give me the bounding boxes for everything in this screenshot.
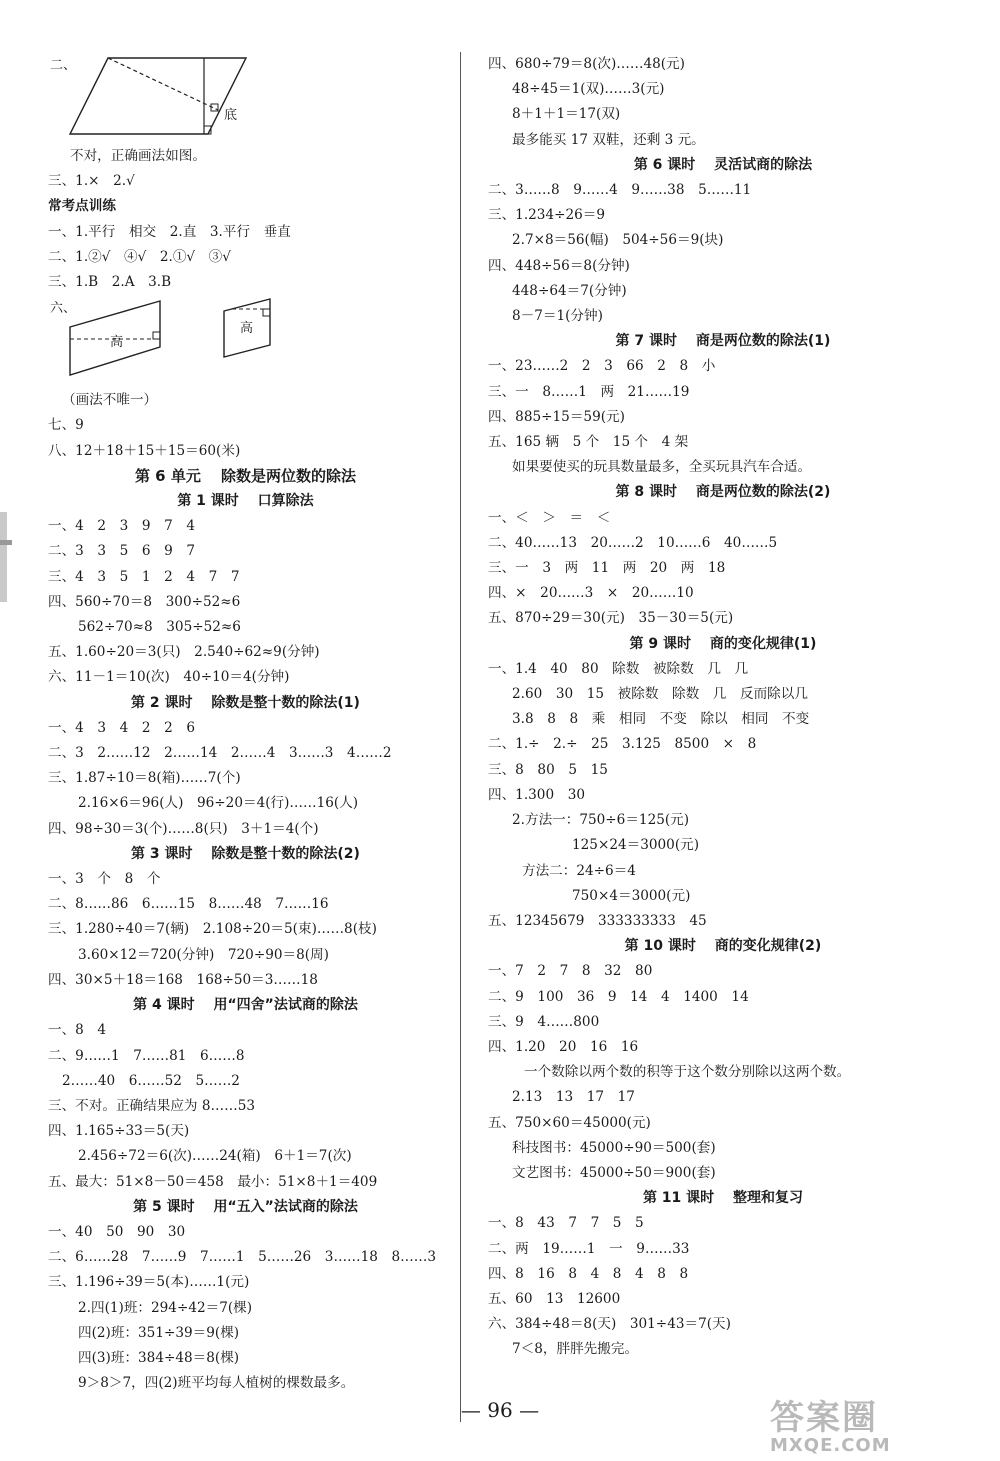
answer-line: 二、3 3 5 6 9 7 [48, 543, 196, 560]
answer-line: 3.8 8 8 乘 相同 不变 除以 相同 不变 [512, 711, 810, 728]
binding-edge-tick [0, 540, 12, 545]
answer-line: 2.四(1)班：294÷42＝7(棵) [78, 1299, 253, 1316]
answer-line: 125×24＝3000(元) [572, 837, 700, 854]
lesson-heading: 第 3 课时 除数是整十数的除法(2) [131, 845, 360, 862]
answer-line: 一、1.4 40 80 除数 被除数 几 几 [488, 660, 749, 677]
answer-line: 562÷70≈8 305÷52≈6 [78, 619, 241, 636]
answer-line: 二、1.÷ 2.÷ 25 3.125 8500 × 8 [488, 736, 757, 753]
answer-line: 七、9 [48, 417, 84, 434]
answer-line: 三、4 3 5 1 2 4 7 7 [48, 568, 240, 585]
answer-line: 二、3 2……12 2……14 2……4 3……3 4……2 [48, 745, 392, 762]
answer-line: 三、不对。正确结果应为 8……53 [48, 1097, 255, 1114]
answer-line: 8＋1＋1＝17(双) [512, 106, 621, 123]
answer-line: 三、一 3 两 11 两 20 两 18 [488, 560, 726, 577]
answer-line: 一、4 3 4 2 2 6 [48, 719, 196, 736]
answer-line: 四、560÷70＝8 300÷52≈6 [48, 593, 241, 610]
lesson-heading: 第 1 课时 口算除法 [177, 493, 314, 510]
answer-line: 五、1.60÷20＝3(只) 2.540÷62≈9(分钟) [48, 644, 320, 661]
answer-line: 二、40……13 20……2 10……6 40……5 [488, 534, 778, 551]
answer-line: 3.60×12＝720(分钟) 720÷90＝8(周) [78, 946, 329, 963]
answer-line: 一个数除以两个数的积等于这个数分别除以这两个数。 [524, 1064, 851, 1081]
answer-line: 一、8 43 7 7 5 5 [488, 1215, 644, 1232]
watermark-logo [770, 1400, 985, 1458]
answer-line: 48÷45＝1(双)……3(元) [512, 81, 665, 98]
answer-line: 科技图书：45000÷90＝500(套) [512, 1139, 716, 1156]
answer-line: 一、1.平行 相交 2.直 3.平行 垂直 [48, 223, 291, 240]
answer-line: 五、750×60＝45000(元) [488, 1114, 651, 1131]
answer-line: 三、1.196÷39＝5(本)……1(元) [48, 1274, 250, 1291]
answer-line: 四、1.20 20 16 16 [488, 1038, 639, 1055]
answer-line: 8－7＝1(分钟) [512, 308, 603, 325]
figure-heights [48, 295, 443, 388]
answer-line: 三、8 80 5 15 [488, 761, 608, 778]
lesson-heading: 第 4 课时 用“四舍”法试商的除法 [133, 997, 358, 1014]
answer-line: 四、448÷56＝8(分钟) [488, 257, 630, 274]
answer-line: 六、 [50, 301, 77, 317]
answer-line: 一、23……2 2 3 66 2 8 小 [488, 358, 716, 375]
answer-line: 三、1.234÷26＝9 [488, 207, 606, 224]
watermark-url: MXQE.COM [770, 1435, 891, 1456]
answer-line: 二、6……28 7……9 7……1 5……26 3……18 8……3 [48, 1249, 437, 1266]
lesson-heading: 第 11 课时 整理和复习 [642, 1190, 804, 1207]
answer-line: 二、8……86 6……15 8……48 7……16 [48, 896, 329, 913]
parallelogram-height-diagrams [48, 295, 288, 388]
page-number: — 96 — [460, 1398, 540, 1422]
answer-line: 一、8 4 [48, 1022, 107, 1039]
base-label: 底 [224, 108, 238, 123]
lesson-heading: 第 9 课时 商的变化规律(1) [629, 635, 817, 652]
height-label: 高 [240, 321, 254, 337]
lesson-heading: 第 2 课时 除数是整十数的除法(1) [131, 694, 360, 711]
answer-line: 二、9……1 7……81 6……8 [48, 1047, 245, 1064]
answer-line: 八、12＋18＋15＋15＝60(米) [48, 442, 241, 459]
answer-line: 2……40 6……52 5……2 [62, 1072, 240, 1089]
answer-line: 2.60 30 15 被除数 除数 几 反而除以几 [512, 686, 808, 703]
answer-line: 不对，正确画法如图。 [70, 148, 206, 164]
answer-line: 三、1.B 2.A 3.B [48, 274, 172, 291]
lesson-heading: 第 7 课时 商是两位数的除法(1) [615, 333, 831, 350]
answer-line: 2.456÷72＝6(次)……24(箱) 6＋1＝7(次) [78, 1148, 352, 1165]
lesson-heading: 第 5 课时 用“五入”法试商的除法 [133, 1198, 358, 1215]
answer-line: 一、7 2 7 8 32 80 [488, 963, 653, 980]
answer-line: 如果要使买的玩具数量最多，全买玩具汽车合适。 [512, 459, 812, 476]
answer-line: 448÷64＝7(分钟) [512, 282, 627, 299]
note-line: （画法不唯一） [62, 392, 158, 409]
answer-line: 三、9 4……800 [488, 1013, 600, 1030]
answer-line: 五、165 辆 5 个 15 个 4 架 [488, 434, 689, 451]
answer-line: 二、1.②√ ④√ 2.①√ ③√ [48, 248, 231, 265]
answer-line: 方法二：24÷6＝4 [522, 862, 636, 879]
answer-line: 一、＜ ＞ ＝ ＜ [488, 509, 611, 526]
parallelogram-diagram [48, 52, 258, 144]
answer-line: 7＜8，胖胖先搬完。 [512, 1341, 639, 1358]
answer-line: 三、1.87÷10＝8(箱)……7(个) [48, 770, 241, 787]
watermark-title: 答案圈 [770, 1398, 878, 1438]
left-column [48, 52, 443, 1396]
answer-line: 2.方法一：750÷6＝125(元) [512, 812, 690, 829]
answer-line: 750×4＝3000(元) [572, 887, 691, 904]
answer-line: 9＞8＞7，四(2)班平均每人植树的棵数最多。 [78, 1375, 355, 1392]
unit-title: 第 6 单元 除数是两位数的除法 [134, 466, 357, 485]
answer-line: 四、98÷30＝3(个)……8(只) 3＋1＝4(个) [48, 820, 319, 837]
answer-line: 四、× 20……3 × 20……10 [488, 585, 694, 602]
answer-line: 六、11－1＝10(次) 40÷10＝4(分钟) [48, 669, 290, 686]
lesson-heading: 第 6 课时 灵活试商的除法 [633, 156, 813, 173]
answer-line: 五、12345679 333333333 45 [488, 912, 707, 929]
column-divider [460, 52, 461, 1422]
answer-line: 最多能买 17 双鞋，还剩 3 元。 [512, 131, 705, 148]
answer-line: 四、885÷15＝59(元) [488, 408, 625, 425]
figure-parallelogram-base [48, 52, 443, 144]
section-label: 常考点训练 [48, 198, 116, 215]
answer-line: 2.7×8＝56(幅) 504÷56＝9(块) [512, 232, 724, 249]
right-column [488, 52, 958, 1363]
answer-line: 五、870÷29＝30(元) 35－30＝5(元) [488, 610, 734, 627]
answer-line: 五、最大：51×8－50＝458 最小：51×8＋1＝409 [48, 1173, 378, 1190]
answer-line: 一、4 2 3 9 7 4 [48, 518, 196, 535]
answer-line: 四、8 16 8 4 8 4 8 8 [488, 1265, 689, 1282]
answer-line: 二、3……8 9……4 9……38 5……11 [488, 182, 752, 199]
height-label: 高 [110, 335, 124, 351]
answer-line: 一、40 50 90 30 [48, 1223, 186, 1240]
answer-line: 2.16×6＝96(人) 96÷20＝4(行)……16(人) [78, 795, 359, 812]
answer-line: 四(3)班：384÷48＝8(棵) [78, 1349, 240, 1366]
answer-line: 六、384÷48＝8(天) 301÷43＝7(天) [488, 1316, 731, 1333]
binding-edge-mark [0, 512, 7, 602]
answer-line: 四(2)班：351÷39＝9(棵) [78, 1324, 240, 1341]
answer-line: 四、680÷79＝8(次)……48(元) [488, 56, 685, 72]
answer-line: 一、3 个 8 个 [48, 871, 161, 888]
answer-line: 三、1.280÷40＝7(辆) 2.108÷20＝5(束)……8(枝) [48, 921, 377, 938]
answer-line: 二、 [50, 58, 77, 73]
answer-line: 四、1.165÷33＝5(天) [48, 1123, 190, 1140]
answer-line: 三、一 8……1 两 21……19 [488, 383, 690, 400]
answer-line: 四、1.300 30 [488, 786, 585, 803]
lesson-heading: 第 8 课时 商是两位数的除法(2) [615, 484, 831, 501]
answer-line: 二、两 19……1 一 9……33 [488, 1240, 690, 1257]
answer-line: 五、60 13 12600 [488, 1290, 621, 1307]
answer-line: 文艺图书：45000÷50＝900(套) [512, 1164, 716, 1181]
answer-line: 2.13 13 17 17 [512, 1089, 635, 1106]
answer-line: 三、1.× 2.√ [48, 173, 135, 190]
answer-line: 二、9 100 36 9 14 4 1400 14 [488, 988, 749, 1005]
answer-line: 四、30×5＋18＝168 168÷50＝3……18 [48, 971, 318, 988]
lesson-heading: 第 10 课时 商的变化规律(2) [624, 938, 822, 955]
